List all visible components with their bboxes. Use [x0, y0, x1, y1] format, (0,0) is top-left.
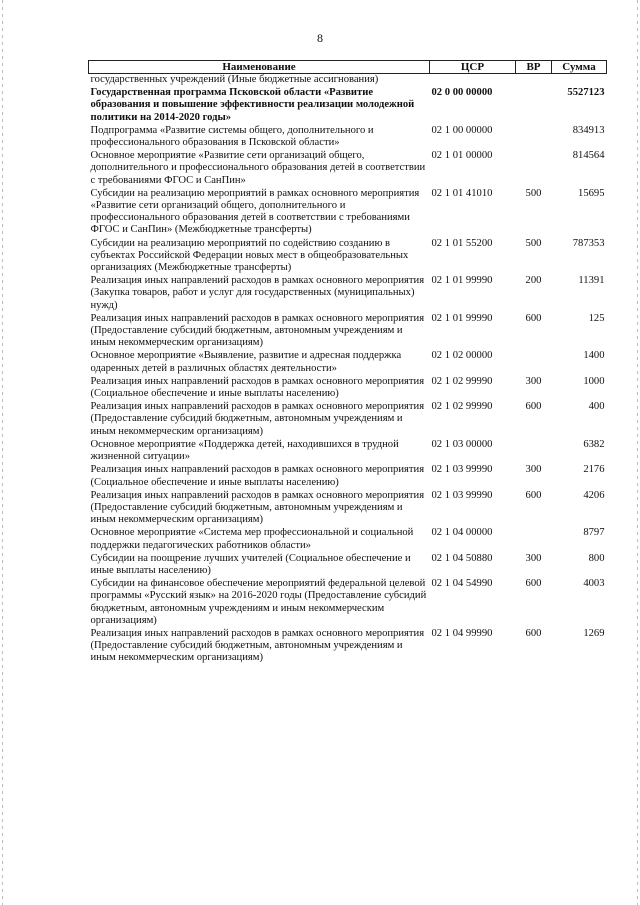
row-vr	[516, 150, 552, 188]
table-row	[89, 553, 607, 578]
row-sum: 8797	[583, 527, 605, 539]
row-csr: 02 1 04 54990	[431, 578, 493, 590]
table-row	[89, 439, 607, 464]
row-vr	[516, 527, 552, 552]
row-vr	[516, 87, 552, 125]
row-name: Реализация иных направлений расходов в рамках основного мероприятия (Социальное обеспечение и иные выплаты населению)	[90, 375, 425, 400]
row-name: Реализация иных направлений расходов в рамках основного мероприятия (Социальное обеспечение и иные выплаты населению)	[90, 464, 425, 488]
table-body	[89, 74, 607, 666]
table-row	[89, 464, 607, 489]
table-row	[89, 628, 607, 666]
row-vr	[516, 125, 552, 150]
row-name: Реализация иных направлений расходов в рамках основного мероприятия (Предоставление субсидий бюджетным, автономным учреждениям и иным некоммерческим организациям)	[90, 401, 425, 437]
header-vr: ВР	[516, 61, 552, 74]
row-name: Субсидии на реализацию мероприятий в рамках основного мероприятия «Развитие сети организаций общего, дополнительного и профессионального образования детей в соответствии с требованиями ФГОС и СанПин» (Межбюджетные трансферты)	[90, 187, 420, 236]
row-vr	[516, 350, 552, 375]
table-row	[89, 238, 607, 276]
row-vr	[516, 439, 552, 464]
table-row	[89, 188, 607, 238]
row-sum: 125	[588, 312, 605, 324]
row-csr: 02 1 01 00000	[431, 150, 493, 162]
header-csr: ЦСР	[430, 61, 516, 74]
row-name: Основное мероприятие «Развитие сети организаций общего, дополнительного и профессионального образования детей в соответствии с требованиями ФГОС и СанПин»	[90, 150, 426, 186]
row-name: Реализация иных направлений расходов в рамках основного мероприятия (Предоставление субсидий бюджетным, автономным учреждениям и иным некоммерческим организациям)	[90, 627, 425, 664]
row-csr: 02 1 03 99990	[431, 464, 493, 476]
row-sum	[552, 74, 607, 88]
row-csr: 02 1 00 00000	[431, 124, 493, 136]
table-row	[89, 401, 607, 439]
row-csr: 02 1 01 99990	[431, 275, 493, 287]
budget-table	[88, 60, 607, 666]
row-name: Субсидии на поощрение лучших учителей (Социальное обеспечение и иные выплаты населению)	[90, 552, 411, 576]
row-vr	[516, 74, 552, 88]
table-row	[89, 150, 607, 188]
row-sum: 1000	[583, 375, 605, 387]
row-csr: 02 1 04 00000	[431, 527, 493, 539]
row-name: Субсидии на финансовое обеспечение мероприятий федеральной целевой программы «Русский язык» на 2016-2020 годы (Предоставление субсидий бюджетным, автономным учреждениям и иным некоммерческим организациям)	[90, 578, 427, 626]
row-csr: 02 0 00 00000	[431, 87, 493, 99]
row-csr: 02 1 04 50880	[431, 552, 493, 564]
row-name: Реализация иных направлений расходов в рамках основного мероприятия (Предоставление субсидий бюджетным, автономным учреждениям и иным некоммерческим организациям)	[90, 489, 425, 526]
row-sum: 6382	[583, 438, 605, 450]
row-sum: 4003	[583, 578, 605, 590]
header-sum: Сумма	[552, 61, 607, 74]
table-row	[89, 350, 607, 375]
row-vr: 600	[525, 312, 542, 324]
table-row	[89, 527, 607, 552]
row-name: Реализация иных направлений расходов в рамках основного мероприятия (Закупка товаров, работ и услуг для государственных (муниципальных) нужд)	[90, 275, 425, 311]
row-sum: 4206	[583, 489, 605, 501]
row-vr: 600	[525, 489, 542, 501]
row-csr: 02 1 01 41010	[431, 187, 493, 199]
row-csr	[430, 74, 516, 88]
row-sum: 5527123	[567, 87, 605, 99]
table-row	[89, 490, 607, 528]
row-csr: 02 1 01 55200	[431, 237, 493, 249]
row-vr: 300	[525, 375, 542, 387]
row-name: государственных учреждений (Иные бюджетные ассигнования)	[90, 74, 379, 85]
row-name: Подпрограмма «Развитие системы общего, дополнительного и профессионального образования в Псковской области»	[90, 124, 374, 149]
row-sum: 400	[588, 401, 605, 413]
table-row	[89, 376, 607, 401]
row-sum: 787353	[572, 237, 605, 249]
row-vr: 600	[525, 578, 542, 590]
row-csr: 02 1 04 99990	[431, 627, 493, 639]
table-row	[89, 313, 607, 351]
table-row	[89, 578, 607, 628]
row-sum: 11391	[578, 275, 605, 287]
row-sum: 1400	[583, 350, 605, 362]
table-row	[89, 74, 607, 88]
row-csr: 02 1 03 00000	[431, 438, 493, 450]
row-vr: 500	[525, 237, 542, 249]
row-sum: 814564	[572, 150, 605, 162]
row-csr: 02 1 01 99990	[431, 312, 493, 324]
row-sum: 2176	[583, 464, 605, 476]
table-header-row	[89, 61, 607, 74]
row-vr: 300	[525, 552, 542, 564]
row-csr: 02 1 02 00000	[431, 350, 493, 362]
row-vr: 600	[525, 627, 542, 639]
header-name: Наименование	[89, 61, 430, 74]
table-row	[89, 87, 607, 125]
row-name: Государственная программа Псковской области «Развитие образования и повышение эффективности реализации молодежной политики на 2014-2020 годы»	[90, 87, 415, 123]
row-sum: 834913	[572, 124, 605, 136]
row-csr: 02 1 03 99990	[431, 489, 493, 501]
row-name: Субсидии на реализацию мероприятий по содействию созданию в субъектах Российской Федерации новых мест в общеобразовательных организациях (Межбюджетные трансферты)	[90, 237, 409, 274]
row-name: Основное мероприятие «Поддержка детей, находившихся в трудной жизненной ситуации»	[90, 438, 399, 463]
table-row	[89, 275, 607, 313]
row-sum: 800	[588, 552, 605, 564]
row-vr: 300	[525, 464, 542, 476]
row-csr: 02 1 02 99990	[431, 401, 493, 413]
scan-edge-right	[637, 0, 638, 905]
scan-edge-left	[2, 0, 3, 905]
row-name: Реализация иных направлений расходов в рамках основного мероприятия (Предоставление субсидий бюджетным, автономным учреждениям и иным некоммерческим организациям)	[90, 312, 425, 349]
row-csr: 02 1 02 99990	[431, 375, 493, 387]
row-vr: 200	[525, 275, 542, 287]
row-sum: 15695	[578, 187, 605, 199]
row-sum: 1269	[583, 627, 605, 639]
table-row	[89, 125, 607, 150]
page-number: 8	[317, 31, 323, 45]
row-vr: 500	[525, 187, 542, 199]
row-name: Основное мероприятие «Выявление, развитие и адресная поддержка одаренных детей в различных областях деятельности»	[90, 350, 402, 374]
row-vr: 600	[525, 401, 542, 413]
row-name: Основное мероприятие «Система мер профессиональной и социальной поддержки педагогических работников области»	[90, 527, 414, 551]
